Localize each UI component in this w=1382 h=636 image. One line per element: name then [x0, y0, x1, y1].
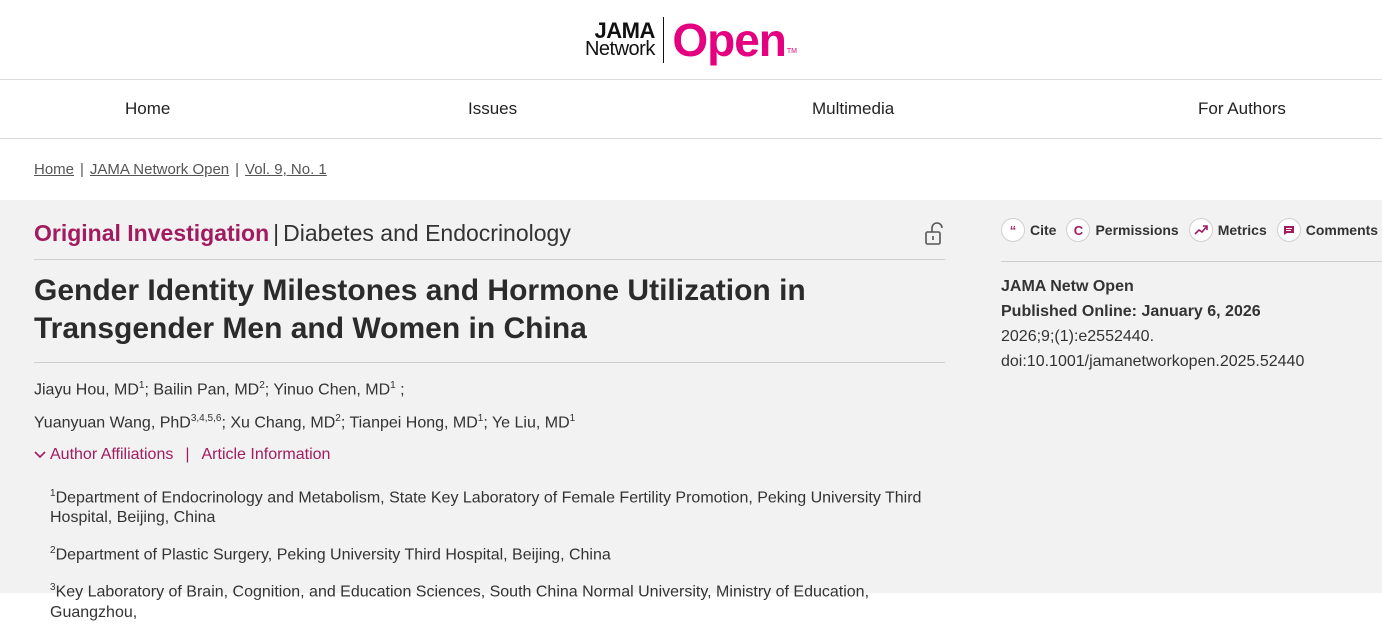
metrics-button[interactable]: [1189, 218, 1267, 242]
author-name[interactable]: Bailin Pan, MD: [153, 381, 260, 399]
author-separator: ;: [340, 414, 350, 432]
affiliation-text: Key Laboratory of Brain, Cognition, and Education Sciences, South China Normal University, Ministry of Education, Guangzhou,: [50, 583, 870, 621]
author-separator: ;: [144, 381, 154, 399]
author-name[interactable]: Ye Liu, MD: [491, 414, 570, 432]
author-list: [34, 371, 945, 438]
logo-divider: [663, 17, 665, 63]
open-access-lock-icon: [923, 222, 943, 246]
published-date: Published Online: January 6, 2026: [1001, 303, 1261, 320]
logo-jama: JAMA: [594, 17, 655, 43]
logo-text-left: [584, 17, 655, 60]
affiliation-item: [50, 484, 945, 528]
article-title: Gender Identity Milestones and Hormone Utilization in Transgender Men and Women in China: [34, 260, 945, 363]
nav-for-authors[interactable]: For Authors: [1198, 99, 1286, 118]
chevron-down-icon: [34, 451, 46, 459]
journal-abbrev: JAMA Netw Open: [1001, 278, 1134, 295]
author-name[interactable]: Jiayu Hou, MD: [34, 381, 139, 399]
quote-icon: “: [1001, 218, 1025, 242]
comment-icon: [1277, 218, 1301, 242]
affiliation-text: Department of Plastic Surgery, Peking University Third Hospital, Beijing, China: [55, 546, 611, 564]
author-line-1: [34, 371, 945, 404]
permissions-button[interactable]: [1066, 218, 1178, 242]
author-affiliation-sup: 2: [335, 413, 341, 425]
author-name[interactable]: Xu Chang, MD: [230, 414, 336, 432]
permissions-label: Permissions: [1095, 222, 1179, 238]
nav-home[interactable]: Home: [125, 99, 171, 118]
author-affiliation-sup: 1: [569, 413, 576, 425]
main-nav: [0, 80, 1382, 139]
affiliation-number: 3: [50, 582, 56, 594]
breadcrumb-home[interactable]: Home: [34, 161, 75, 178]
metrics-label: Metrics: [1217, 222, 1267, 238]
author-name[interactable]: Yuanyuan Wang, PhD: [34, 414, 191, 432]
article-information-link[interactable]: Article Information: [201, 445, 331, 463]
author-separator: ;: [221, 414, 231, 432]
author-name[interactable]: Tianpei Hong, MD: [349, 414, 478, 432]
jama-network-open-logo[interactable]: [584, 13, 798, 66]
citation: 2026;9;(1):e2552440.: [1001, 328, 1155, 345]
author-line-2: [34, 404, 945, 437]
author-affiliation-sup: 1: [390, 380, 396, 391]
author-affiliation-sup: 3,4,5,6: [190, 413, 222, 425]
affiliation-text: Department of Endocrinology and Metabolism, State Key Laboratory of Female Fertility Promotion, Peking University Third Hospital, Beijing, China: [50, 488, 922, 526]
author-affiliations-link[interactable]: Author Affiliations: [50, 445, 174, 463]
article-main: [34, 200, 945, 636]
affiliation-number: 2: [50, 544, 56, 556]
breadcrumb: [0, 139, 1382, 200]
publication-info: [1001, 261, 1382, 374]
article-type[interactable]: Original Investigation: [34, 220, 270, 246]
nav-issues[interactable]: Issues: [468, 99, 518, 118]
affiliation-item: [50, 541, 945, 565]
trending-up-icon: [1189, 218, 1213, 242]
logo-network: Network: [584, 37, 655, 60]
author-affiliation-sup: 2: [259, 380, 265, 391]
logo-trademark: TM: [786, 47, 798, 55]
author-affiliation-sup: 1: [138, 380, 145, 391]
logo-open: Open: [672, 13, 786, 66]
breadcrumb-issue[interactable]: Vol. 9, No. 1: [245, 161, 327, 178]
author-name[interactable]: Yinuo Chen, MD: [273, 381, 391, 399]
author-affiliation-sup: 1: [477, 413, 484, 425]
affiliation-links: [34, 446, 945, 464]
comments-button[interactable]: [1277, 218, 1378, 242]
article-type-separator: |: [273, 220, 280, 246]
article-actions: [1001, 218, 1382, 242]
affiliation-item: [50, 578, 945, 622]
cite-label: Cite: [1030, 222, 1057, 238]
doi[interactable]: doi:10.1001/jamanetworkopen.2025.52440: [1001, 353, 1305, 370]
site-header: [0, 0, 1382, 80]
article-sidebar: [1001, 200, 1382, 374]
nav-multimedia[interactable]: Multimedia: [812, 99, 895, 118]
affiliation-number: 1: [50, 487, 56, 499]
author-separator: ;: [395, 381, 405, 399]
breadcrumb-separator: |: [235, 161, 240, 178]
article-category[interactable]: Diabetes and Endocrinology: [283, 220, 571, 246]
cite-button[interactable]: [1001, 218, 1056, 242]
article-content: [0, 200, 1382, 621]
author-separator: ;: [483, 414, 492, 432]
affiliation-list: [34, 484, 945, 623]
author-separator: ;: [264, 381, 274, 399]
link-separator: |: [185, 445, 190, 463]
comments-label: Comments: [1305, 222, 1379, 238]
breadcrumb-separator: |: [80, 161, 84, 178]
breadcrumb-journal[interactable]: JAMA Network Open: [89, 161, 230, 178]
copyright-icon: C: [1066, 218, 1090, 242]
article-type-header: [34, 220, 945, 260]
